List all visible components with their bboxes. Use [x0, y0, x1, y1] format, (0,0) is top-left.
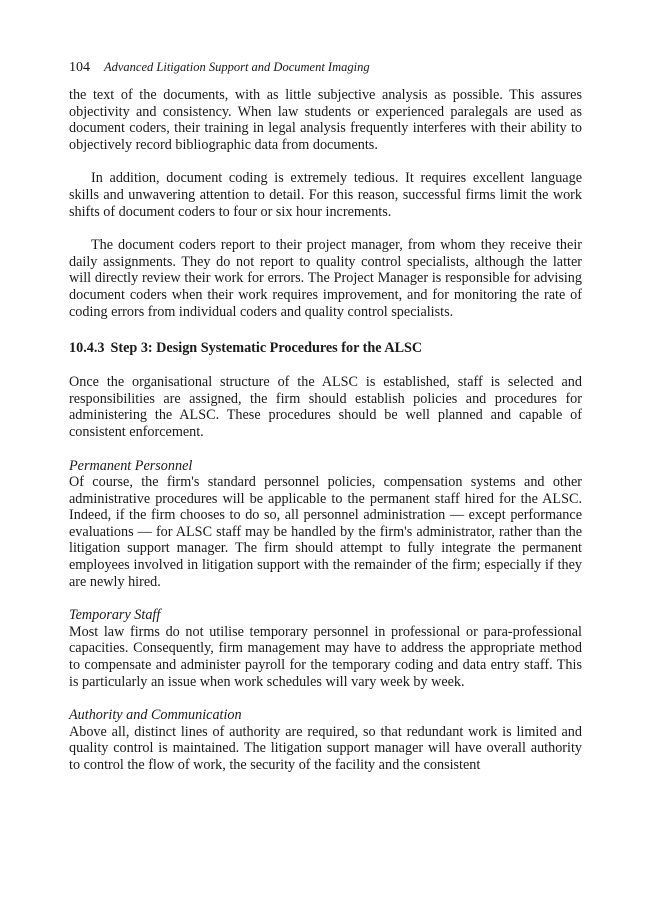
subsection-heading: Authority and Communication — [69, 707, 242, 724]
section-intro: Once the organisational structure of the ALSC is established, staff is selected and responsibilities are assigned, the firm should establish policies and procedures for administering the ALSC. These procedures should be well planned and capable of consistent enforcement. — [69, 374, 582, 440]
subsection-temporary-staff — [69, 607, 582, 690]
page — [69, 58, 582, 791]
subsection-authority-communication — [69, 707, 582, 773]
subsection-text: Above all, distinct lines of authority are required, so that redundant work is limited and quality control is maintained. The litigation support manager will have overall authority to control the flow of work, the security of the facility and the consistent — [69, 723, 582, 773]
section-title: Step 3: Design Systematic Procedures for the ALSC — [110, 340, 423, 357]
section-heading — [69, 340, 582, 357]
book-title: Advanced Litigation Support and Document Imaging — [104, 60, 370, 74]
running-head — [69, 58, 582, 77]
subsection-text: Most law firms do not utilise temporary personnel in professional or para-professional capacities. Consequently, firm management may have to address the appropriate method to compensate and administer payroll for the temporary coding and data entry staff. This is particularly an issue when work schedules will vary week by week. — [69, 623, 582, 690]
paragraph-coding-tedious: In addition, document coding is extremely tedious. It requires excellent language skills and unwavering attention to detail. For this reason, successful firms limit the work shifts of document coders to four or six hour increments. — [69, 170, 582, 220]
paragraph-coders-report: The document coders report to their project manager, from whom they receive their daily assignments. They do not report to quality control specialists, although the latter will directly review their work for errors. The Project Manager is responsible for advising document coders when their work requires improvement, and for monitoring the rate of coding errors from individual coders and quality control specialists. — [69, 237, 582, 320]
subsection-heading: Permanent Personnel — [69, 457, 193, 474]
subsection-permanent-personnel — [69, 458, 582, 591]
page-number: 104 — [69, 60, 90, 75]
subsection-heading: Temporary Staff — [69, 607, 161, 624]
paragraph-continuation: the text of the documents, with as little subjective analysis as possible. This assures objectivity and consistency. When law students or experienced paralegals are used as document coders, their training in legal analysis frequently interferes with their ability to objectively record bibliographic data from documents. — [69, 87, 582, 153]
subsection-text: Of course, the firm's standard personnel policies, compensation systems and other administrative procedures will be applicable to the permanent staff hired for the ALSC. Indeed, if the firm chooses to do so, all personnel administration — except performance evaluations — for ALSC staff may be handled by the firm's administrator, rather than the litigation support manager. The firm should attempt to fully integrate the permanent employees involved in litigation support with the remainder of the firm; especially if they are newly hired. — [69, 474, 582, 590]
section-number: 10.4.3 — [69, 340, 105, 357]
